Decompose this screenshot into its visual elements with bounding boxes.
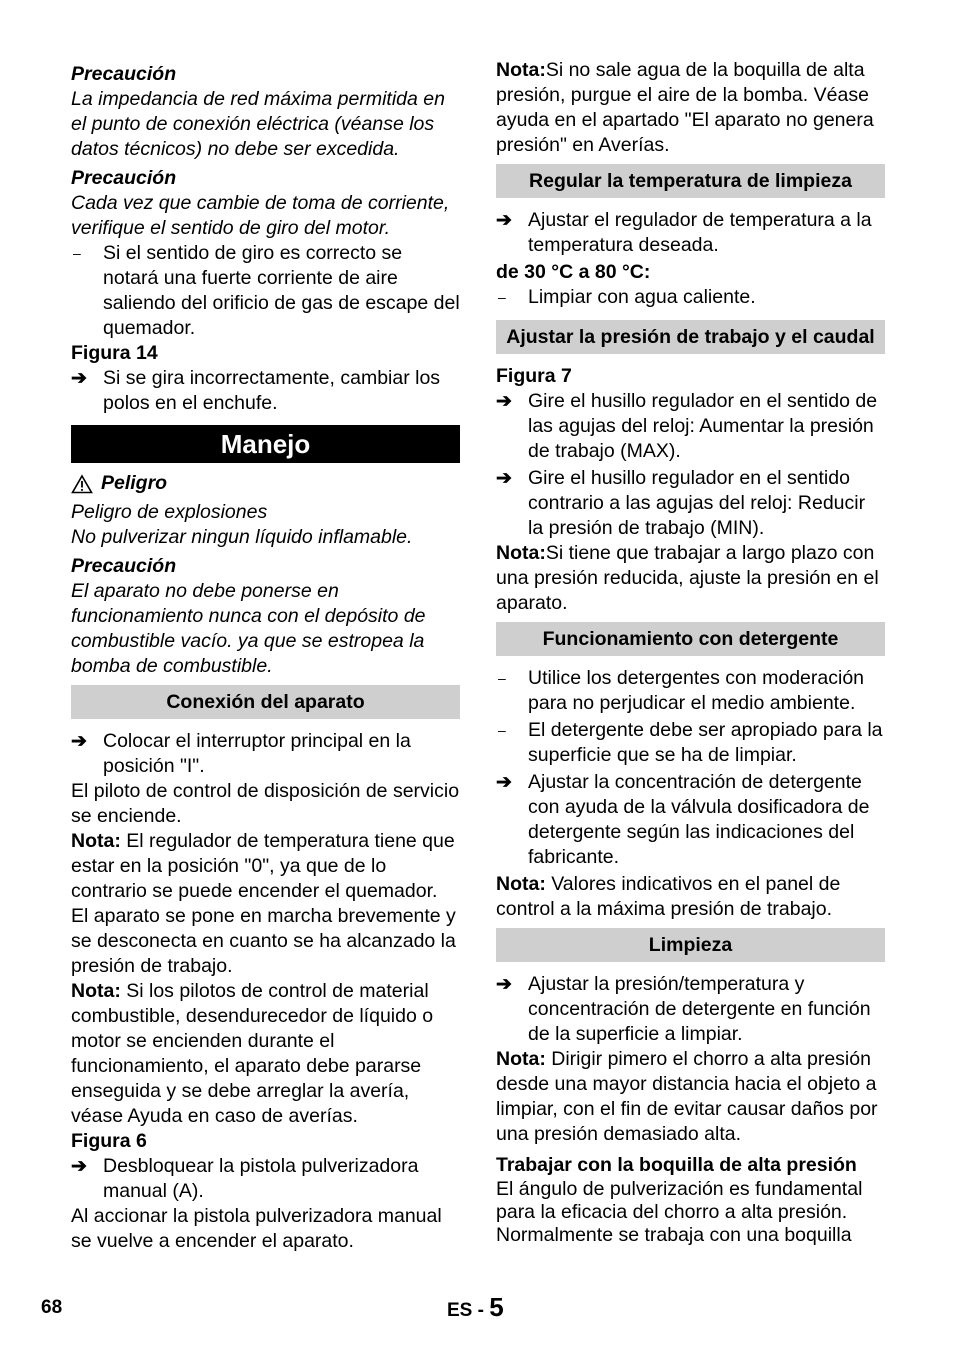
arrow-item: [496, 389, 885, 464]
page-number: 68: [41, 1297, 63, 1318]
arrow-item: [496, 466, 885, 541]
arrow-item: [71, 366, 460, 416]
warning-triangle-icon: [71, 474, 93, 494]
item-text: Colocar el interruptor principal en la posición "I".: [103, 730, 411, 777]
right-arrow-icon: ➔: [496, 210, 512, 231]
danger-text: No pulverizar ningun líquido inflamable.: [71, 526, 413, 548]
item-text: Limpiar con agua caliente.: [528, 286, 756, 308]
note-text: Valores indicativos en el panel de control a la máxima presión de trabajo.: [496, 873, 841, 920]
section-title-manejo: Manejo: [71, 425, 460, 463]
arrow-item: [496, 208, 885, 258]
note-text: Si tiene que trabajar a largo plazo con una presión reducida, ajuste la presión en el aparato.: [496, 542, 879, 614]
section-title-detergente: Funcionamiento con detergente: [496, 622, 885, 656]
section-title-limpieza: Limpieza: [496, 928, 885, 962]
item-text: Desbloquear la pistola pulverizadora manual (A).: [103, 1155, 419, 1202]
dash-item: [496, 718, 885, 768]
section-title-temperatura: Regular la temperatura de limpieza: [496, 164, 885, 198]
danger-heading: [71, 471, 460, 496]
note-label: Nota:: [496, 873, 546, 895]
note-label: Nota:: [496, 59, 546, 81]
arrow-item: [71, 729, 460, 779]
note-label: Nota:: [71, 830, 121, 852]
right-arrow-icon: ➔: [496, 391, 512, 412]
temperature-range-heading: de 30 °C a 80 °C:: [496, 261, 651, 283]
note-paragraph: [496, 872, 885, 922]
left-column: [71, 58, 460, 1254]
section-page-number: 5: [489, 1292, 504, 1322]
danger-label: Peligro: [101, 472, 168, 494]
dash-bullet: –: [73, 245, 81, 261]
note-text: El regulador de temperatura tiene que estar en la posición "0", ya que de lo contrario se puede encender el quemador.: [71, 830, 455, 902]
figure-reference: Figura 7: [496, 365, 572, 387]
dash-bullet: –: [498, 722, 506, 738]
caution-text: El aparato no debe ponerse en funcionamiento nunca con el depósito de combustible vacío. ya que se estropea la bomba de combustible.: [71, 580, 426, 677]
language-code: ES -: [447, 1300, 484, 1321]
dash-bullet: –: [498, 289, 506, 305]
right-arrow-icon: ➔: [496, 772, 512, 793]
arrow-item: [496, 770, 885, 870]
section-page-label: [447, 1292, 504, 1323]
note-label: Nota:: [496, 1048, 546, 1070]
arrow-item: [496, 972, 885, 1047]
right-arrow-icon: ➔: [71, 731, 87, 752]
danger-text: Peligro de explosiones: [71, 501, 268, 523]
note-text: Dirigir pimero el chorro a alta presión desde una mayor distancia hacia el objeto a limpiar, con el fin de evitar causar daños por una presión demasiado alta.: [496, 1048, 878, 1145]
note-text: Si no sale agua de la boquilla de alta presión, purgue el aire de la bomba. Véase ayuda en el apartado "El aparato no genera presión" en Averías.: [496, 59, 874, 156]
note-paragraph: [71, 979, 460, 1129]
caution-heading: Precaución: [71, 555, 177, 577]
note-paragraph: [496, 1047, 885, 1147]
note-label: Nota:: [496, 542, 546, 564]
figure-reference: Figura 6: [71, 1130, 147, 1152]
item-text: Ajustar el regulador de temperatura a la temperatura deseada.: [528, 209, 872, 256]
figure-reference: Figura 14: [71, 342, 158, 364]
body-text: El piloto de control de disposición de servicio se enciende.: [71, 780, 460, 827]
dash-bullet: –: [498, 670, 506, 686]
item-text: Si se gira incorrectamente, cambiar los polos en el enchufe.: [103, 367, 441, 414]
dash-item: [496, 666, 885, 716]
item-text: Utilice los detergentes con moderación para no perjudicar el medio ambiente.: [528, 667, 865, 714]
dash-item: [71, 241, 460, 341]
right-arrow-icon: ➔: [71, 1156, 87, 1177]
caution-heading: Precaución: [71, 167, 177, 189]
item-text: Gire el husillo regulador en el sentido de las agujas del reloj: Aumentar la presión de trabajo (MAX).: [528, 390, 878, 462]
note-label: Nota:: [71, 980, 121, 1002]
note-paragraph: [496, 541, 885, 616]
item-text: Ajustar la concentración de detergente con ayuda de la válvula dosificadora de detergente según las indicaciones del fabricante.: [528, 771, 870, 868]
note-paragraph: [496, 58, 885, 158]
arrow-item: [71, 1154, 460, 1204]
right-arrow-icon: ➔: [71, 368, 87, 389]
caution-text: La impedancia de red máxima permitida en el punto de conexión eléctrica (véanse los datos técnicos) no debe ser excedida.: [71, 88, 445, 160]
right-arrow-icon: ➔: [496, 974, 512, 995]
section-title-conexion: Conexión del aparato: [71, 685, 460, 719]
body-text: El aparato se pone en marcha brevemente y se desconecta en cuanto se ha alcanzado la presión de trabajo.: [71, 905, 456, 977]
note-text: Si los pilotos de control de material combustible, desendurecedor de líquido o motor se encienden durante el funcionamiento, el aparato debe pararse enseguida y se debe arreglar la avería, véase Ayuda en caso de averías.: [71, 980, 434, 1127]
body-text: El ángulo de pulverización es fundamental para la eficacia del chorro a alta presión. Normalmente se trabaja con una boquilla: [496, 1178, 863, 1246]
body-text: Al accionar la pistola pulverizadora manual se vuelve a encender el aparato.: [71, 1205, 442, 1252]
item-text: El detergente debe ser apropiado para la superficie que se ha de limpiar.: [528, 719, 883, 766]
note-paragraph: [71, 829, 460, 904]
right-column: [496, 58, 885, 1247]
section-title-presion: Ajustar la presión de trabajo y el caudal: [496, 320, 885, 354]
subheading-boquilla: Trabajar con la boquilla de alta presión: [496, 1154, 857, 1176]
caution-heading: Precaución: [71, 63, 177, 85]
right-arrow-icon: ➔: [496, 468, 512, 489]
item-text: Gire el husillo regulador en el sentido contrario a las agujas del reloj: Reducir la presión de trabajo (MIN).: [528, 467, 866, 539]
dash-item: [496, 285, 885, 310]
item-text: Ajustar la presión/temperatura y concentración de detergente en función de la superficie a limpiar.: [528, 973, 871, 1045]
caution-text: Cada vez que cambie de toma de corriente, verifique el sentido de giro del motor.: [71, 192, 450, 239]
item-text: Si el sentido de giro es correcto se notará una fuerte corriente de aire saliendo del orificio de gas de escape del quemador.: [103, 242, 460, 339]
